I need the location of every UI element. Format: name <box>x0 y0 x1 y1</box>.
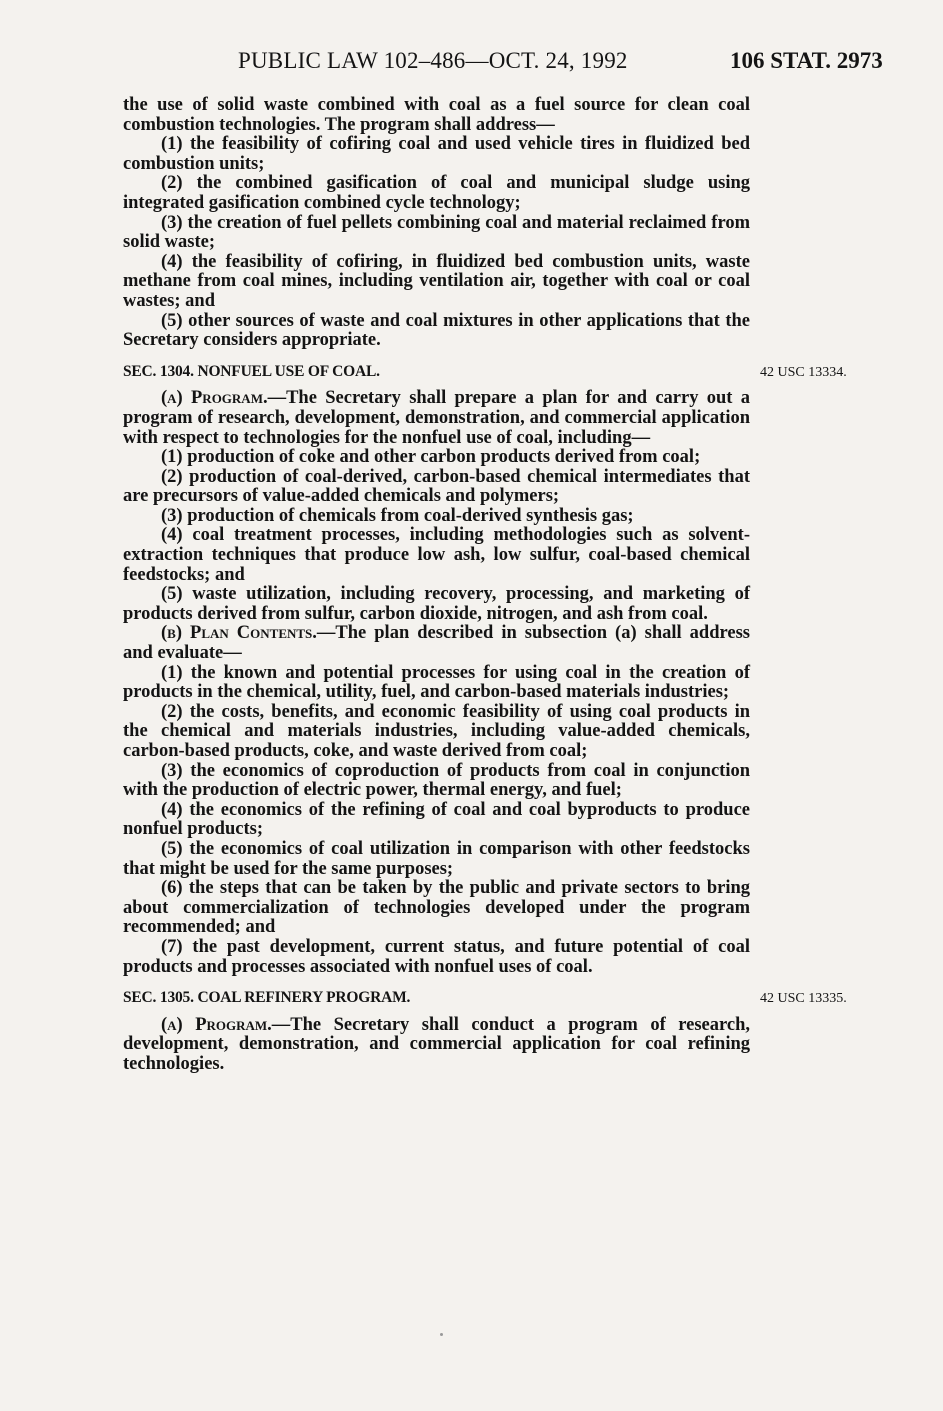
subsection-b-text: —The plan described in subsection (a) shall address and evaluate— <box>123 623 750 664</box>
section-1304-subsection-b <box>123 624 750 663</box>
section-1305-subsection-a <box>123 1016 750 1075</box>
intro-item-4: (4) the feasibility of cofiring, in fluidized bed combustion units, waste methane from coal mines, including ventilation air, together with coal or coal wastes; and <box>123 251 750 311</box>
section-1304-a-item-1: (1) production of coke and other carbon products derived from coal; <box>161 447 701 468</box>
section-1305-a-text: —The Secretary shall conduct a program of research, development, demonstration, and commercial application for coal refining technologies. <box>123 1014 750 1074</box>
section-1304-a-item-3: (3) production of chemicals from coal-derived synthesis gas; <box>161 505 634 526</box>
intro-item-2: (2) the combined gasification of coal and municipal sludge using integrated gasification combined cycle technology; <box>123 173 750 213</box>
page-header <box>0 48 943 82</box>
section-1304-heading-row <box>123 362 847 382</box>
section-1304-b-item-3: (3) the economics of coproduction of products from coal in conjunction with the production of electric power, thermal energy, and fuel; <box>123 760 750 801</box>
subsection-a-text: —The Secretary shall prepare a plan for and carry out a program of research, development, demonstration, and commercial application with respect to technologies for the nonfuel use of coal, including— <box>123 388 750 448</box>
intro-paragraph: the use of solid waste combined with coal as a fuel source for clean coal combustion technologies. The program shall address— <box>123 95 750 135</box>
subsection-a-label: (a) Program. <box>161 388 268 409</box>
intro-item-1: (1) the feasibility of cofiring coal and used vehicle tires in fluidized bed combustion units; <box>123 134 750 174</box>
section-1305-heading-row <box>123 988 847 1008</box>
section-1304-a-item-5: (5) waste utilization, including recovery, processing, and marketing of products derived from sulfur, carbon dioxide, nitrogen, and ash from coal. <box>123 584 750 624</box>
running-title: PUBLIC LAW 102–486—OCT. 24, 1992 <box>238 48 628 73</box>
intro-item-3: (3) the creation of fuel pellets combining coal and material reclaimed from solid waste; <box>123 212 750 253</box>
section-1304-b-item-1: (1) the known and potential processes for using coal in the creation of products in the chemical, utility, fuel, and carbon-based materials industries; <box>123 662 750 703</box>
subsection-b-label: (b) Plan Contents. <box>161 623 317 644</box>
section-1304-a-item-2: (2) production of coal-derived, carbon-based chemical intermediates that are precursors of value-added chemicals and polymers; <box>123 466 750 507</box>
section-1304-a-item-4: (4) coal treatment processes, including methodologies such as solvent-extraction techniques that produce low ash, low sulfur, coal-based chemical feedstocks; and <box>123 525 750 585</box>
intro-item-5: (5) other sources of waste and coal mixtures in other applications that the Secretary considers appropriate. <box>123 310 750 351</box>
section-1305-usc-note: 42 USC 13335. <box>760 991 847 1007</box>
section-1304-b-item-6: (6) the steps that can be taken by the public and private sectors to bring about commercialization of technologies developed under the program recommended; and <box>123 878 750 938</box>
stat-page-number: 106 STAT. 2973 <box>730 48 883 73</box>
section-1304-b-item-2: (2) the costs, benefits, and economic feasibility of using coal products in the chemical and materials industries, including value-added chemicals, carbon-based products, coke, and waste derived from coal; <box>123 701 750 761</box>
page-body <box>123 95 847 1075</box>
section-1304-subsection-a <box>123 389 750 448</box>
section-1304-b-item-4: (4) the economics of the refining of coal and coal byproducts to produce nonfuel products; <box>123 799 750 840</box>
section-1304-heading: SEC. 1304. NONFUEL USE OF COAL. <box>123 362 380 380</box>
section-1304-b-item-7: (7) the past development, current status, and future potential of coal products and processes associated with nonfuel uses of coal. <box>123 936 750 977</box>
section-1305-heading: SEC. 1305. COAL REFINERY PROGRAM. <box>123 989 411 1007</box>
section-1305-a-label: (a) Program. <box>161 1014 272 1035</box>
page-speck <box>440 1333 443 1336</box>
section-1304-b-item-5: (5) the economics of coal utilization in comparison with other feedstocks that might be used for the same purposes; <box>123 838 750 879</box>
section-1304-usc-note: 42 USC 13334. <box>760 364 847 380</box>
